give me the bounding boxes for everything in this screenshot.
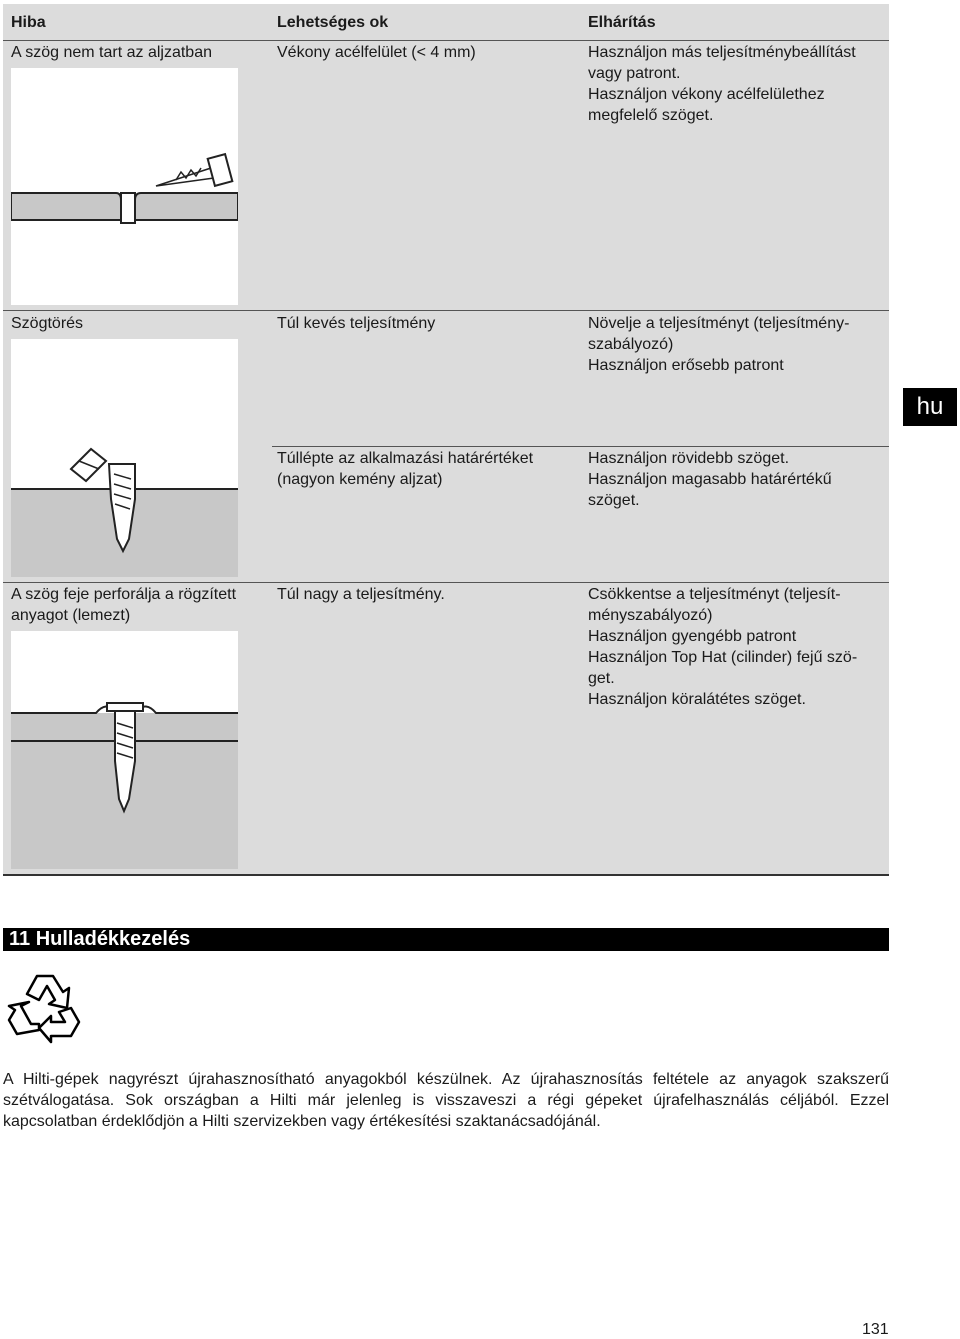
section-title: 11 Hulladékkezelés	[3, 928, 889, 951]
remedy-line: Használjon magasabb határértékű	[588, 471, 832, 488]
language-tab: hu	[903, 388, 957, 426]
row2-fault: Szögtörés	[11, 315, 84, 332]
row2-remedy-2	[588, 448, 832, 511]
row2-cause-2	[277, 448, 533, 490]
remedy-line: Használjon köralátétes szöget.	[588, 691, 806, 708]
remedy-line: Használjon rövidebb szöget.	[588, 450, 790, 467]
broken-nail-icon	[11, 339, 238, 577]
remedy-line: Használjon más teljesítménybeállítást	[588, 44, 856, 61]
table-divider	[3, 40, 889, 41]
remedy-line: Használjon vékony acélfelülethez	[588, 86, 825, 103]
figure-head-perforating	[11, 631, 238, 869]
remedy-line: get.	[588, 670, 615, 687]
table-bottom-rule	[3, 874, 889, 876]
cause-line: (nagyon kemény aljzat)	[277, 471, 443, 488]
recycle-icon	[5, 970, 85, 1051]
fault-line: anyagot (lemezt)	[11, 607, 131, 624]
figure-nail-not-holding	[11, 68, 238, 305]
figure-broken-nail	[11, 339, 238, 577]
page-number: 131	[862, 1321, 889, 1338]
table-divider	[3, 582, 889, 583]
remedy-line: szabályozó)	[588, 336, 674, 353]
cause-line: Túllépte az alkalmazási határértéket	[277, 450, 534, 467]
disposal-paragraph: A Hilti-gépek nagyrészt újrahasznosítható anyagokból készülnek. Az újrahasznosítás feltétele az anyagok szakszerű szétválogatása. Sok országban a Hilti már jelenleg is visszaveszi a régi gépeket újrafelhasználás céljából. Ezzel kapcsolatban érdeklődjön a Hilti szervizekben vagy értékesítési szaktanácsadójánál.	[3, 1071, 889, 1130]
remedy-line: Használjon gyengébb patront	[588, 628, 797, 645]
remedy-line: Használjon erősebb patront	[588, 357, 784, 374]
remedy-line: Használjon Top Hat (cilinder) fejű szö-	[588, 649, 858, 666]
nail-lying-on-thin-steel-icon	[11, 68, 238, 305]
row1-cause: Vékony acélfelület (< 4 mm)	[277, 44, 476, 61]
remedy-line: vagy patront.	[588, 65, 681, 82]
remedy-line: Növelje a teljesítményt (teljesítmény-	[588, 315, 850, 332]
row1-fault: A szög nem tart az aljzatban	[11, 44, 212, 61]
row3-cause: Túl nagy a teljesítmény.	[277, 586, 445, 603]
row2-cause: Túl kevés teljesítmény	[277, 315, 436, 332]
remedy-line: megfelelő szöget.	[588, 107, 714, 124]
row3-fault	[11, 584, 236, 626]
header-fault: Hiba	[11, 14, 46, 31]
header-remedy: Elhárítás	[588, 14, 656, 31]
table-divider	[272, 446, 889, 447]
troubleshooting-table	[3, 4, 889, 875]
nail-head-perforating-sheet-icon	[11, 631, 238, 869]
header-cause: Lehetséges ok	[277, 14, 389, 31]
remedy-line: szöget.	[588, 492, 640, 509]
row2-remedy	[588, 313, 849, 376]
row3-remedy	[588, 584, 857, 710]
table-divider	[3, 310, 889, 311]
row1-remedy	[588, 42, 856, 126]
remedy-line: Csökkentse a teljesítményt (teljesít-	[588, 586, 841, 603]
remedy-line: ményszabályozó)	[588, 607, 713, 624]
fault-line: A szög feje perforálja a rögzített	[11, 586, 237, 603]
